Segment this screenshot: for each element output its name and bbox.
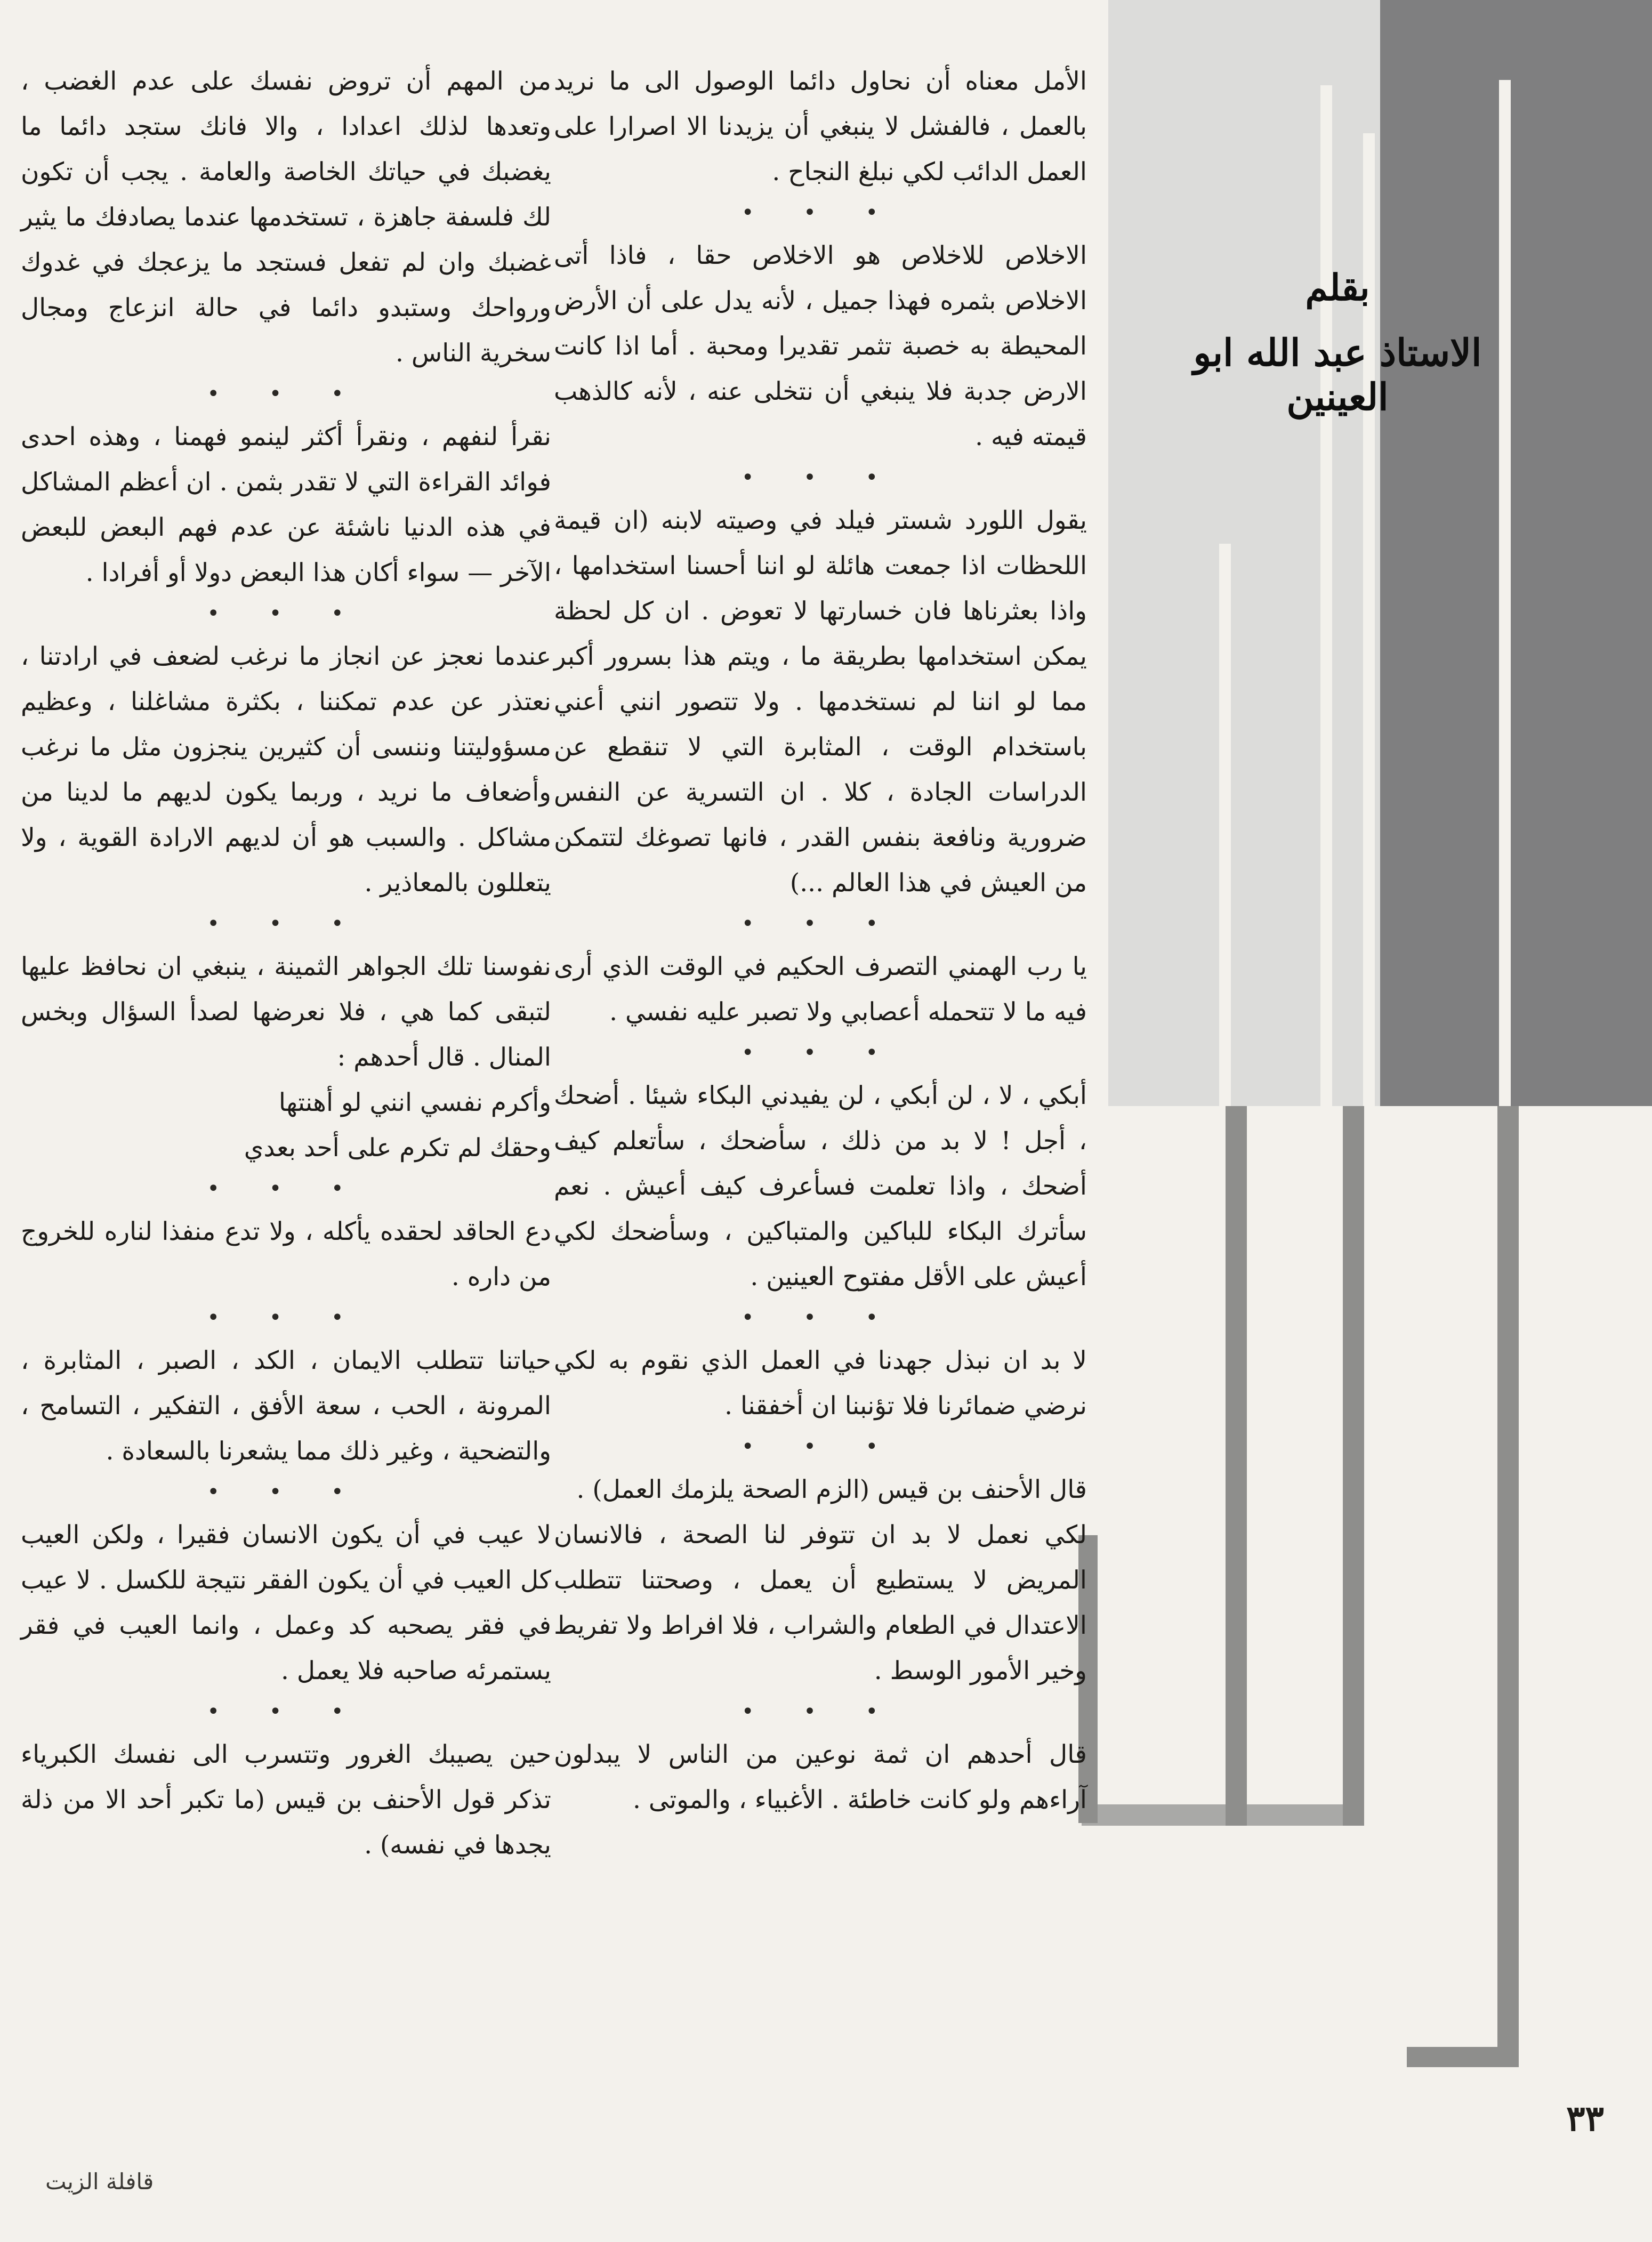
byline-prefix: بقلم: [1305, 267, 1370, 309]
paragraph: دع الحاقد لحقده يأكله ، ولا تدع منفذا لناره للخروج من داره .: [21, 1217, 551, 1292]
title-stroke-6: [1082, 1804, 1226, 1826]
paragraph: الأمل معناه أن نحاول دائما الوصول الى ما نريد بالعمل ، فالفشل لا ينبغي أن يزيدنا الا اصرارا على العمل الدائب لكي نبلغ النجاح .: [554, 67, 1087, 187]
section-separator: • • •: [741, 1041, 900, 1065]
byline: [1178, 267, 1497, 419]
paragraph: لا بد ان نبذل جهدنا في العمل الذي نقوم به لكي نرضي ضمائرنا فلا تؤنبنا ان أخفقنا .: [554, 1346, 1087, 1421]
paragraph: حين يصيبك الغرور وتتسرب الى نفسك الكبرياء تذكر قول الأحنف بن قيس (ما تكبر أحد الا من ذلة يجدها في نفسه) .: [21, 1740, 551, 1860]
paragraph: عندما نعجز عن انجاز ما نرغب لضعف في ارادتنا ، نعتذر عن عدم تمكننا ، بكثرة مشاغلنا ، وعظيم مسؤوليتنا وننسى أن كثيرين ينجزون مثل ما نرغب وأضعاف ما نريد ، وربما يكون لديهم ما لدينا من مشاكل . والسبب هو أن لديهم الارادة القوية ، ولا يتعللون بالمعاذير .: [21, 642, 551, 898]
title-stroke-3: [1343, 1106, 1364, 1826]
poem-line: وحقك لم تكرم على أحد بعدي: [244, 1133, 551, 1163]
paragraph: نفوسنا تلك الجواهر الثمينة ، ينبغي ان نحافظ عليها لتبقى كما هي ، فلا نعرضها لصدأ السؤال وبخس المنال . قال أحدهم :: [21, 952, 551, 1072]
poem-verse: [21, 1080, 551, 1171]
paragraph: يا رب الهمني التصرف الحكيم في الوقت الذي أرى فيه ما لا تتحمله أعصابي ولا تصبر عليه نفسي .: [554, 952, 1087, 1027]
stripe-3: [1320, 85, 1332, 1109]
paragraph: الاخلاص للاخلاص هو الاخلاص حقا ، فاذا أتى الاخلاص بثمره فهذا جميل ، لأنه يدل على أن الأرض المحيطة به خصبة تثمر تقديرا ومحبة . أما اذا كانت الارض جدبة فلا ينبغي أن نتخلى عنه ، لأنه كالذهب قيمته فيه .: [554, 241, 1087, 451]
section-separator: • • •: [741, 465, 900, 490]
section-separator: • • •: [207, 601, 365, 626]
article-column-left: [21, 59, 551, 1868]
title-panel-light: [1108, 0, 1380, 1106]
section-separator: • • •: [741, 912, 900, 936]
paragraph: قال أحدهم ان ثمة نوعين من الناس لا يبدلون آراءهم ولو كانت خاطئة . الأغبياء ، والموتى .: [554, 1740, 1087, 1814]
article-column-right: [554, 59, 1087, 1822]
poem-line: وأكرم نفسي انني لو أهنتها: [278, 1088, 551, 1117]
paragraph: نقرأ لنفهم ، ونقرأ أكثر لينمو فهمنا ، وهذه احدى فوائد القراءة التي لا تقدر بثمن . ان أعظم المشاكل في هذه الدنيا ناشئة عن عدم فهم البعض للبعض الآخر — سواء أكان هذا البعض دولا أو أفرادا .: [21, 422, 551, 587]
paragraph: لا عيب في أن يكون الانسان فقيرا ، ولكن العيب كل العيب في أن يكون الفقر نتيجة للكسل . لا عيب في فقر يصحبه كد وعمل ، وانما العيب في فقر يستمرئه صاحبه فلا يعمل .: [21, 1520, 551, 1685]
paragraph: من المهم أن تروض نفسك على عدم الغضب ، وتعدها لذلك اعدادا ، والا فانك ستجد دائما ما يغضبك في حياتك الخاصة والعامة . يجب أن تكون لك فلسفة جاهزة ، تستخدمها عندما يصادفك ما يثير غضبك وان لم تفعل فستجد ما يزعجك في غدوك ورواحك وستبدو دائما في حالة انزعاج ومجال سخرية الناس .: [21, 67, 551, 368]
section-separator: • • •: [741, 200, 900, 225]
section-separator: • • •: [741, 1305, 900, 1330]
paragraph: حياتنا تتطلب الايمان ، الكد ، الصبر ، المثابرة ، المرونة ، الحب ، سعة الأفق ، التفكير ، التسامح ، والتضحية ، وغير ذلك مما يشعرنا بالسعادة .: [21, 1346, 551, 1466]
section-separator: • • •: [741, 1699, 900, 1724]
stripe-1: [1499, 80, 1511, 1109]
section-separator: • • •: [207, 382, 365, 406]
section-separator: • • •: [207, 1305, 365, 1330]
page-number: ٣٣: [1566, 2098, 1604, 2139]
title-stroke-2: [1407, 2047, 1519, 2067]
stripe-4: [1219, 544, 1231, 1109]
section-separator: • • •: [741, 1434, 900, 1459]
section-separator: • • •: [207, 1480, 365, 1504]
paragraph: لكي نعمل لا بد ان تتوفر لنا الصحة ، فالانسان المريض لا يستطيع أن يعمل ، وصحتنا تتطلب الاعتدال في الطعام والشراب ، فلا افراط ولا تفريط وخير الأمور الوسط .: [554, 1520, 1087, 1685]
section-separator: • • •: [207, 912, 365, 936]
section-separator: • • •: [207, 1176, 365, 1201]
title-stroke-1: [1497, 1106, 1519, 2066]
section-separator: • • •: [207, 1699, 365, 1724]
title-panel: [1108, 0, 1652, 1106]
byline-author: الاستاذ عبد الله ابو العينين: [1193, 330, 1482, 419]
paragraph: قال الأحنف بن قيس (الزم الصحة يلزمك العمل) .: [576, 1475, 1087, 1504]
magazine-name-footer: قافلة الزيت: [45, 2168, 154, 2195]
paragraph: أبكي ، لا ، لن أبكي ، لن يفيدني البكاء شيئا . أضحك ، أجل ! لا بد من ذلك ، سأضحك ، سأتعلم كيف أضحك ، واذا تعلمت فسأعرف كيف أعيش . نعم سأترك البكاء للباكين والمتباكين ، وسأضحك لكي أعيش على الأقل مفتوح العينين .: [554, 1081, 1087, 1292]
title-stroke-4: [1242, 1804, 1343, 1826]
title-stroke-5: [1226, 1106, 1247, 1826]
title-panel-dark: [1380, 0, 1652, 1106]
paragraph: يقول اللورد شستر فيلد في وصيته لابنه (ان قيمة اللحظات اذا جمعت هائلة لو اننا أحسنا استخدامها ، واذا بعثرناها فان خسارتها لا تعوض . ان كل لحظة يمكن استخدامها بطريقة ما ، ويتم هذا بسرور أكبر مما لو اننا لم نستخدمها . ولا تتصور انني أعني باستخدام الوقت ، المثابرة التي لا تنقطع عن الدراسات الجادة ، كلا . ان التسرية عن النفس ضرورية ونافعة بنفس القدر ، فانها تصوغك لتتمكن من العيش في هذا العالم ...): [554, 506, 1087, 898]
